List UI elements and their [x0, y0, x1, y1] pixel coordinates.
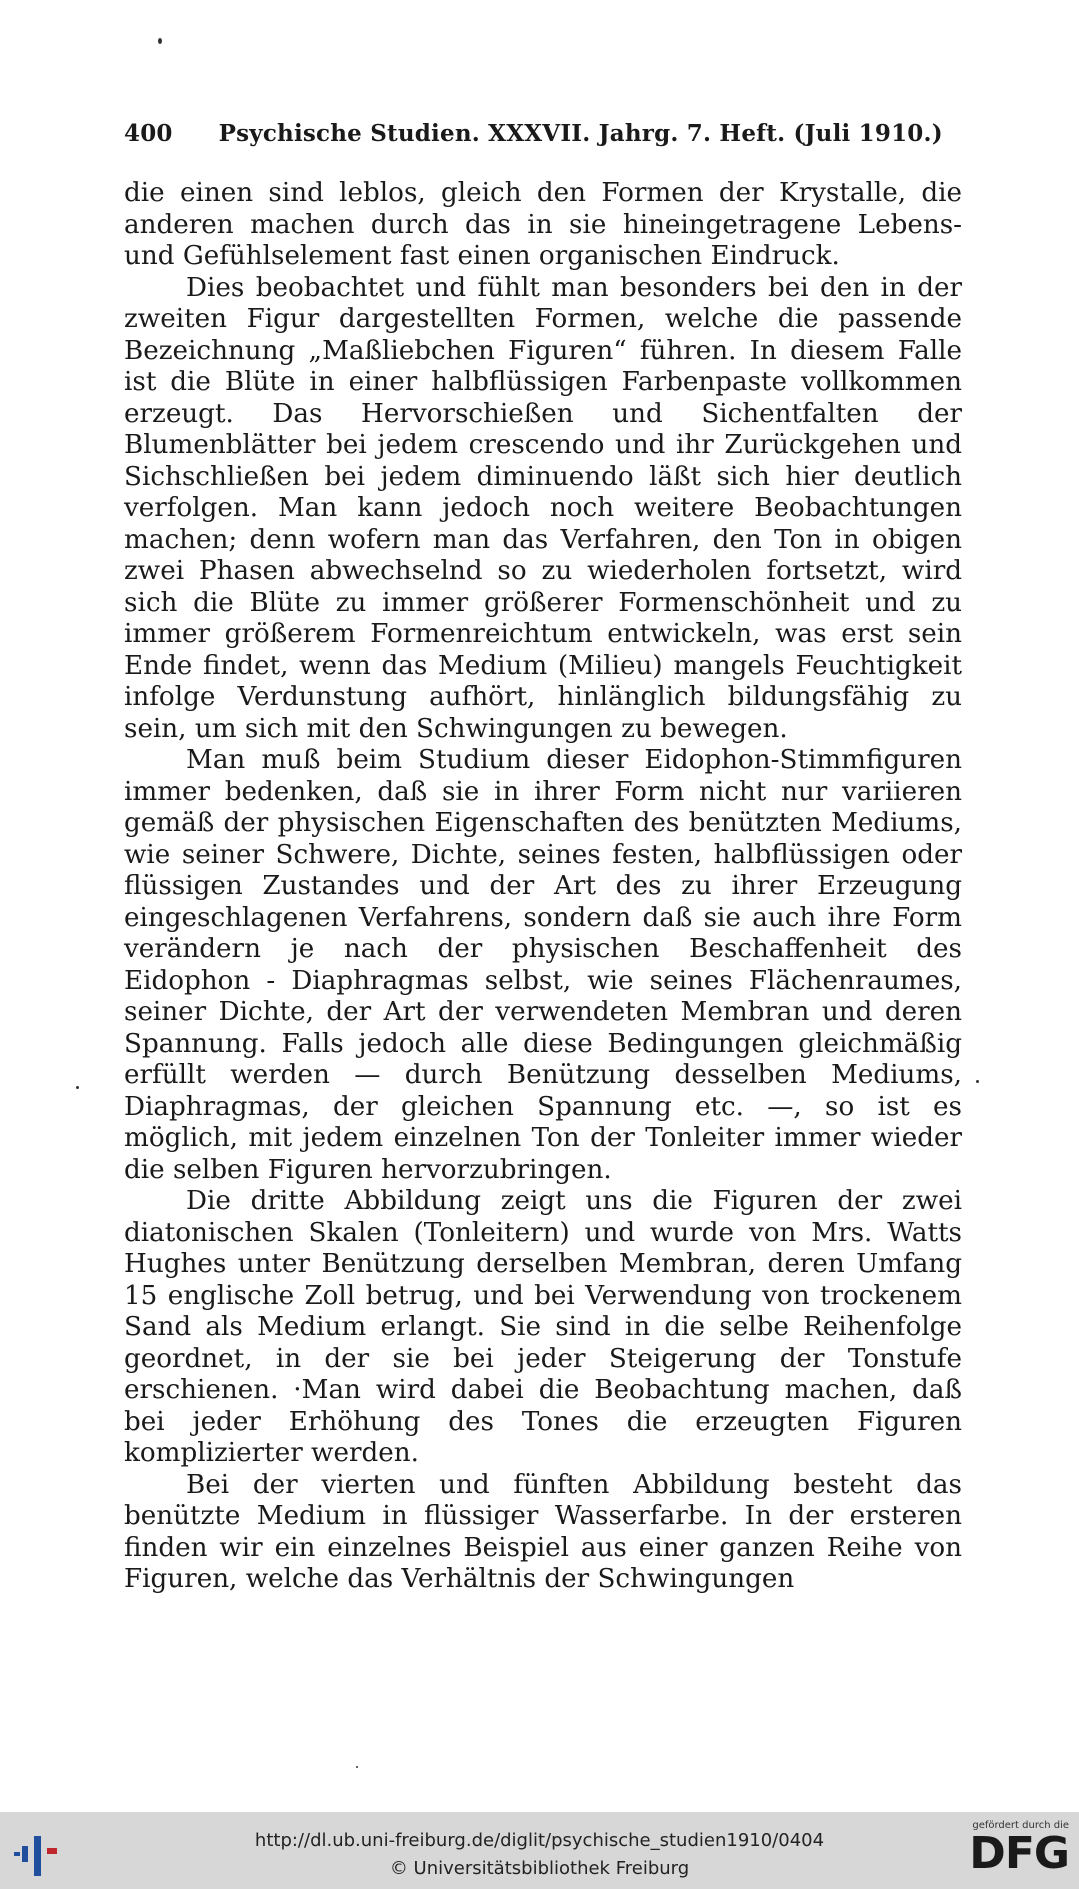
scan-speck	[356, 1766, 358, 1768]
page-number: 400	[124, 120, 173, 147]
scan-speck	[158, 38, 162, 44]
paragraph: Bei der vierten und fünften Abbildung besteht das benützte Medium in flüssiger Wasserfarbe. In der ersteren finden wir ein einzelnes Beispiel aus einer ganzen Reihe von Figuren, welche das Verhältnis der Schwingungen	[124, 1469, 962, 1594]
dfg-logo-text: DFG	[969, 1828, 1069, 1879]
running-header	[124, 120, 962, 147]
paragraph: Man muß beim Studium dieser Eidophon-Stimmfiguren immer bedenken, daß sie in ihrer Form nicht nur variieren gemäß der physischen Eigenschaften des benützten Mediums, wie seiner Schwere, Dichte, seines festen, halbflüssigen oder flüssigen Zustandes und der Art des zu ihrer Erzeugung eingeschlagenen Verfahrens, sondern daß sie auch ihre Form verändern je nach der physischen Beschaffenheit des Eidophon - Diaphragmas selbst, wie seines Flächenraumes, seiner Dichte, der Art der verwendeten Membran und deren Spannung. Falls jedoch alle diese Bedingungen gleichmäßig erfüllt werden — durch Benützung desselben Mediums, Diaphragmas, der gleichen Spannung etc. —, so ist es möglich, mit jedem einzelnen Ton der Tonleiter immer wieder die selben Figuren hervorzubringen.	[124, 745, 962, 1185]
scan-speck	[976, 1080, 979, 1083]
dfg-logo	[949, 1820, 1069, 1884]
body-text	[124, 178, 962, 1596]
copyright-notice: © Universitätsbibliothek Freiburg	[389, 1858, 690, 1879]
paragraph: die einen sind leblos, gleich den Formen der Krystalle, die anderen machen durch das in sie hineingetragene Lebens- und Gefühlselement fast einen organischen Eindruck.	[124, 178, 962, 271]
viewer-footer	[0, 1812, 1079, 1889]
scan-speck	[76, 1086, 79, 1089]
dfg-caption: gefördert durch die	[972, 1820, 1069, 1831]
running-title: Psychische Studien. XXXVII. Jahrg. 7. Heft. (Juli 1910.)	[218, 120, 943, 147]
paragraph: Dies beobachtet und fühlt man besonders bei den in der zweiten Figur dargestellten Formen, welche die passende Bezeichnung „Maßliebchen Figuren“ führen. In diesem Falle ist die Blüte in einer halbflüssigen Farbenpaste vollkommen erzeugt. Das Hervorschießen und Sichentfalten der Blumenblätter bei jedem crescendo und ihr Zurückgehen und Sichschließen bei jedem diminuendo läßt sich hier deutlich verfolgen. Man kann jedoch noch weitere Beobachtungen machen; denn wofern man das Verfahren, den Ton in obigen zwei Phasen abwechselnd so zu wiederholen fortsetzt, wird sich die Blüte zu immer größerer Formenschönheit und zu immer größerem Formenreichtum entwickeln, was erst sein Ende findet, wenn das Medium (Milieu) mangels Feuchtigkeit infolge Verdunstung aufhört, hinlänglich bildungsfähig zu sein, um sich mit den Schwingungen zu bewegen.	[124, 272, 962, 744]
permalink-url[interactable]: http://dl.ub.uni-freiburg.de/diglit/psychische_studien1910/0404	[254, 1830, 825, 1851]
paragraph: Die dritte Abbildung zeigt uns die Figuren der zwei diatonischen Skalen (Tonleitern) und wurde von Mrs. Watts Hughes unter Benützung derselben Membran, deren Umfang 15 englische Zoll betrug, und bei Verwendung von trockenem Sand als Medium erlangt. Sie sind in die selbe Reihenfolge geordnet, in der sie bei jeder Steigerung der Tonstufe erschienen. ·Man wird dabei die Beobachtung machen, daß bei jeder Erhöhung des Tones die erzeugten Figuren komplizierter werden.	[124, 1186, 962, 1468]
